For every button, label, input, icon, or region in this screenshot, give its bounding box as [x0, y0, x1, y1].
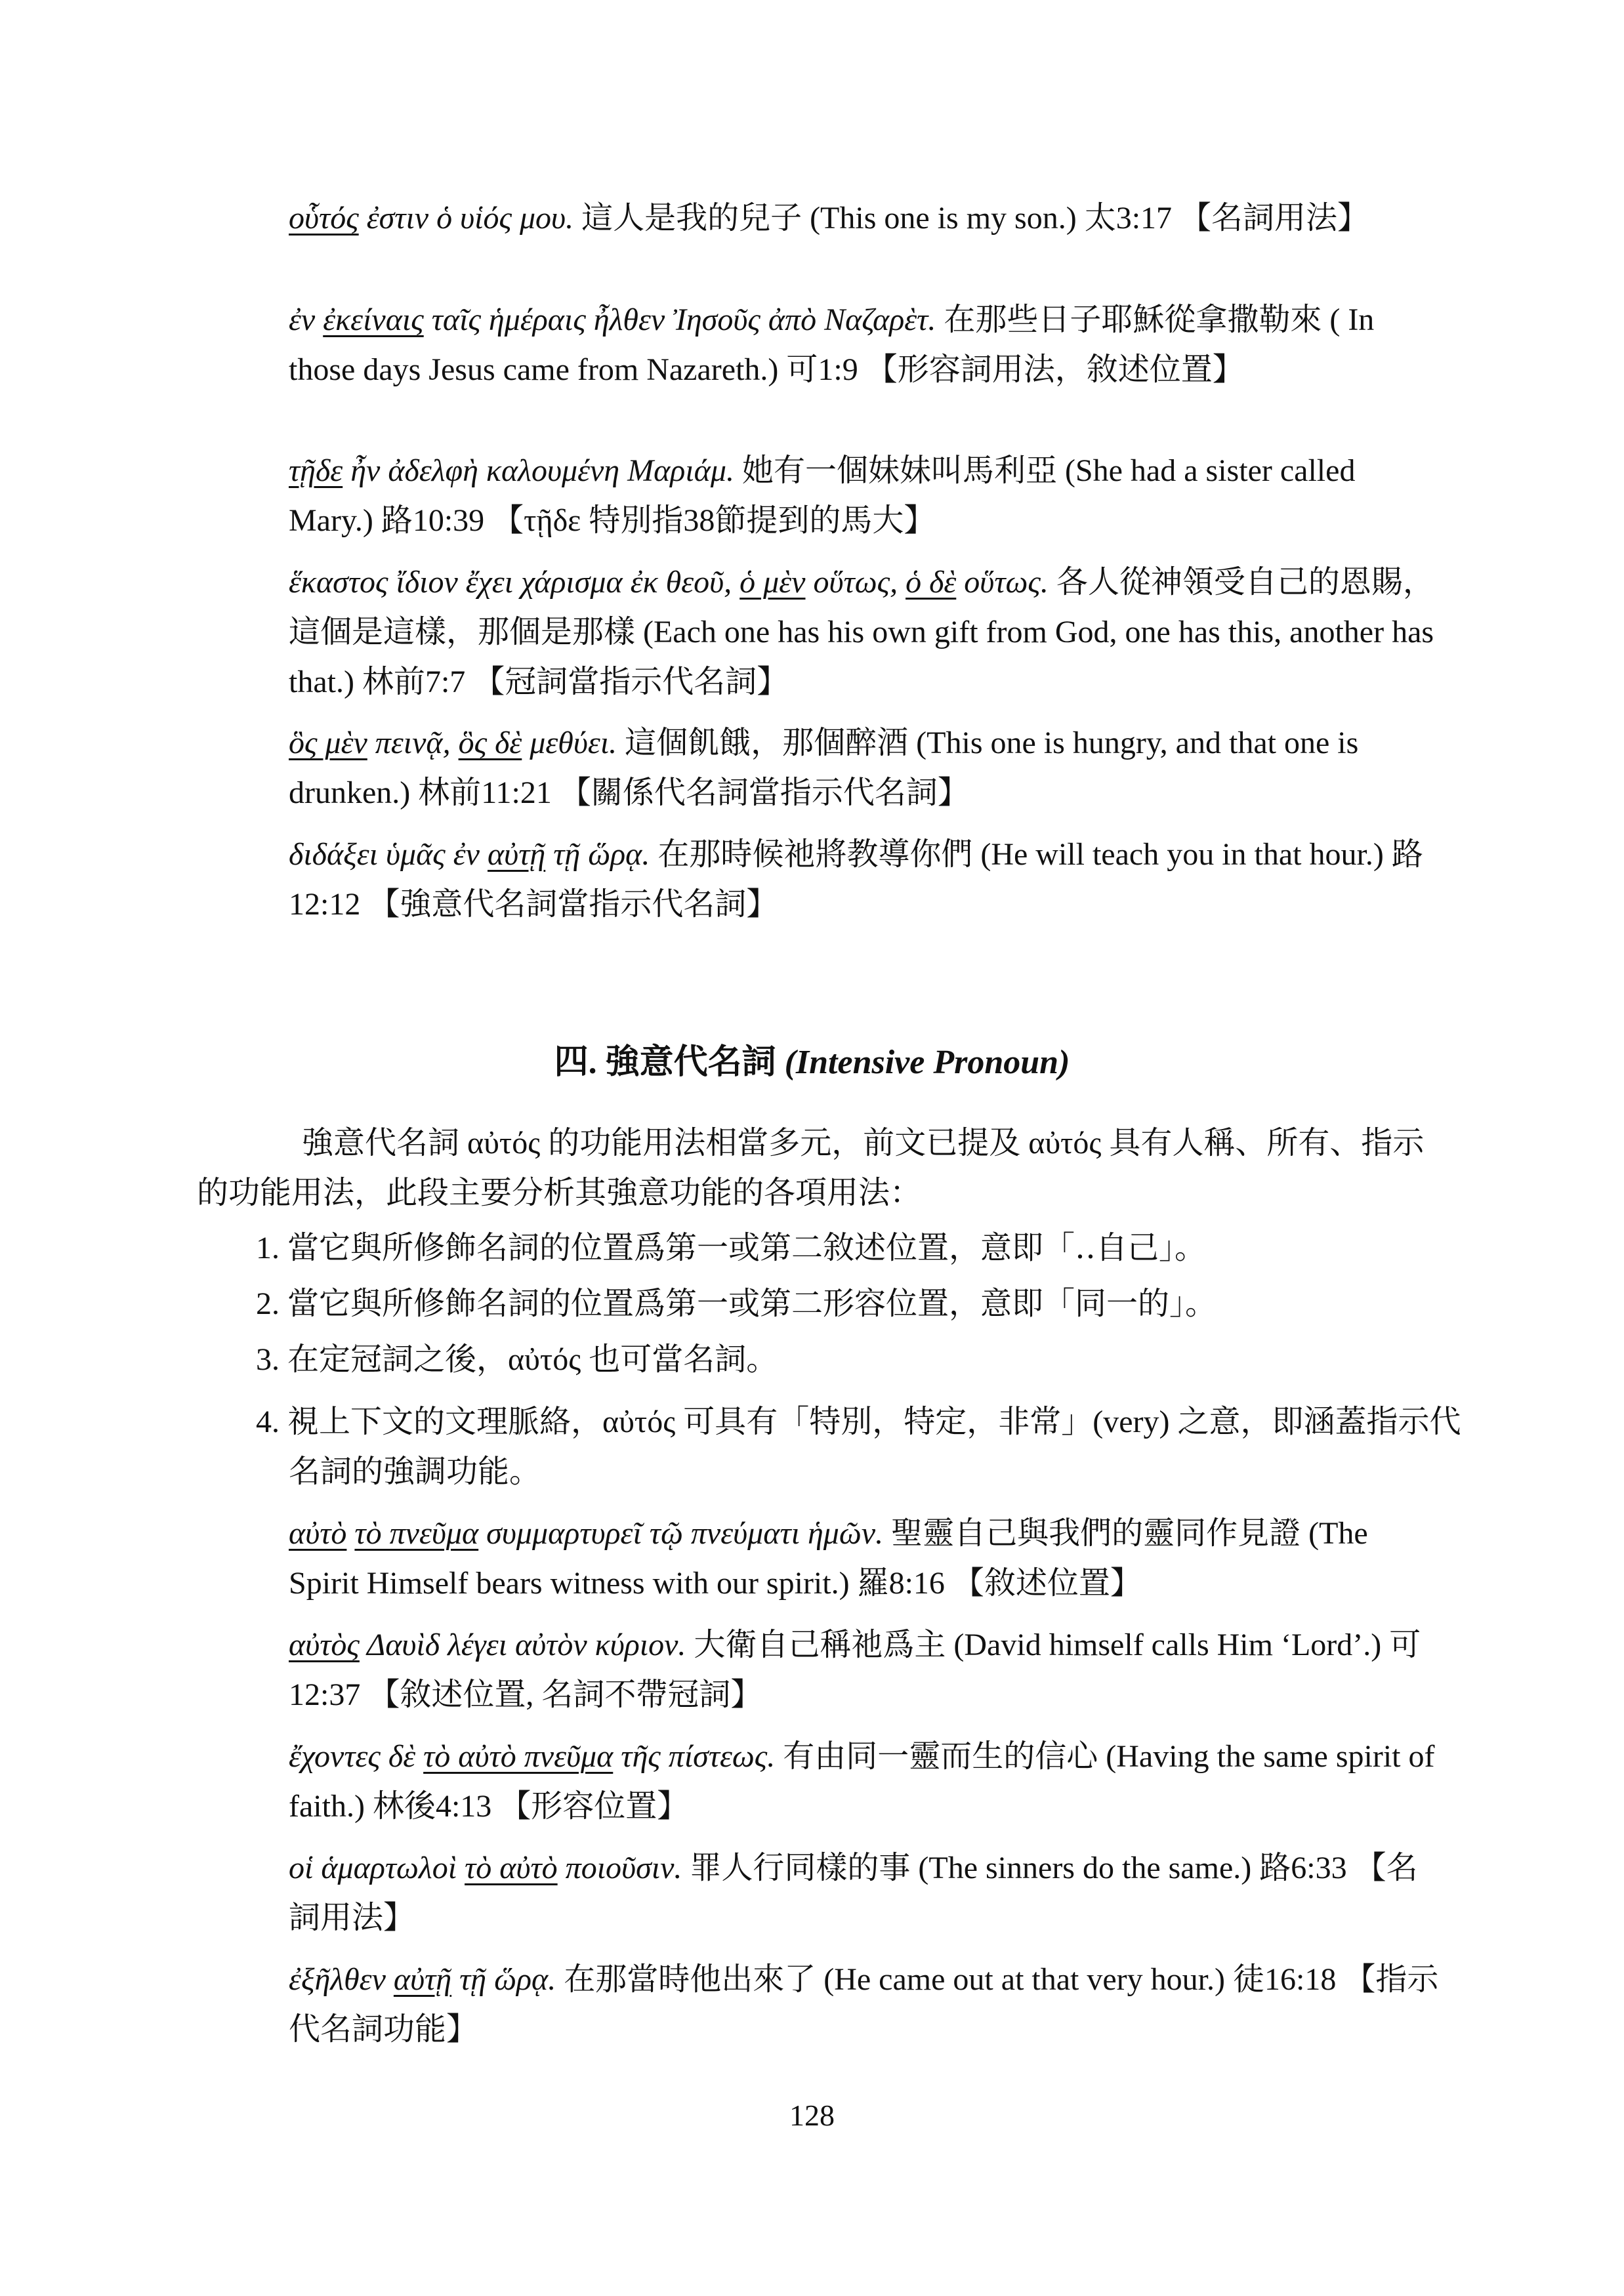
greek-text: οἱ ἁμαρτωλοὶ τὸ αὐτὸ ποιοῦσιν.	[289, 1851, 682, 1885]
intro-paragraph: 強意代名詞 αὐτός 的功能用法相當多元，前文已提及 αὐτός 具有人稱、所有、指示的功能用法，此段主要分析其強意功能的各項用法：	[197, 1126, 1425, 1210]
greek-text: τῇδε ἦν ἀδελφὴ καλουμένη Μαριάμ.	[289, 453, 734, 488]
translation-text: 她有一個妹妹叫馬利亞 (She had a sister called Mary.) 路10:39 【τῇδε 特別指38節提到的馬大】	[289, 453, 1356, 538]
translation-text: 罪人行同樣的事 (The sinners do the same.) 路6:33 【名詞用法】	[289, 1851, 1418, 1935]
translation-text: 在那當時他出來了 (He came out at that very hour.) 徒16:18 【指示代名詞功能】	[289, 1962, 1439, 2047]
list-item: 2. 當它與所修飾名詞的位置爲第一或第二形容位置，意即「同一的」。	[256, 1286, 1217, 1321]
section-heading	[0, 1036, 1624, 1089]
list-item: 4. 視上下文的文理脈絡，αὐτός 可具有「特別，特定，非常」(very) 之意，即涵蓋指示代名詞的強調功能。	[256, 1404, 1461, 1489]
greek-text: αὐτὸ τὸ πνεῦμα συμμαρτυρεῖ τῷ πνεύματι ἡμῶν.	[289, 1516, 884, 1551]
example-top-1	[289, 194, 1444, 243]
example-top-3	[289, 446, 1444, 546]
translation-text: 聖靈自己與我們的靈同作見證 (The Spirit Himself bears witness with our spirit.) 羅8:16 【敘述位置】	[289, 1516, 1368, 1601]
translation-text: 各人從神領受自己的恩賜，這個是這樣，那個是那樣 (Each one has his own gift from God, one has this, another has that.) 林前7:7 【冠詞當指示代名詞】	[289, 565, 1434, 699]
example-top-5	[289, 718, 1444, 818]
greek-text: διδάξει ὑμᾶς ἐν αὐτῇ τῇ ὥρᾳ.	[289, 837, 650, 872]
example-top-6	[289, 830, 1444, 930]
greek-text: ἔχοντες δὲ τὸ αὐτὸ πνεῦμα τῆς πίστεως.	[289, 1739, 776, 1774]
example-bottom-2	[289, 1620, 1444, 1720]
greek-text: ἐξῆλθεν αὐτῇ τῇ ὥρᾳ.	[289, 1962, 556, 1997]
example-top-4	[289, 558, 1444, 707]
section-heading-zh: 四. 強意代名詞	[554, 1044, 785, 1081]
list-item: 1. 當它與所修飾名詞的位置爲第一或第二敘述位置，意即「‥自己」。	[256, 1231, 1207, 1265]
translation-text: 有由同一靈而生的信心 (Having the same spirit of faith.) 林後4:13 【形容位置】	[289, 1739, 1435, 1824]
page-number: 128	[789, 2099, 835, 2132]
translation-text: 大衛自己稱祂爲主 (David himself calls Him ‘Lord’.) 可12:37 【敘述位置, 名詞不帶冠詞】	[289, 1628, 1421, 1712]
section-heading-en: (Intensive Pronoun)	[784, 1044, 1070, 1081]
greek-text: ἕκαστος ἴδιον ἔχει χάρισμα ἐκ θεοῦ, ὁ μὲν οὕτως, ὁ δὲ οὕτως.	[289, 565, 1049, 600]
list-item: 3. 在定冠詞之後，αὐτός 也可當名詞。	[256, 1342, 778, 1377]
greek-text: ὃς μὲν πεινᾷ, ὃς δὲ μεθύει.	[289, 726, 617, 760]
example-top-2	[289, 295, 1444, 395]
example-bottom-4	[289, 1843, 1444, 1943]
greek-text: ἐν ἐκείναις ταῖς ἡμέραις ἦλθεν Ἰησοῦς ἀπὸ Ναζαρὲτ.	[289, 302, 936, 337]
greek-text: αὐτὸς Δαυὶδ λέγει αὐτὸν κύριον.	[289, 1628, 686, 1662]
example-bottom-5	[289, 1955, 1444, 2055]
translation-text: 這人是我的兒子 (This one is my son.) 太3:17 【名詞用法】	[573, 201, 1369, 236]
translation-text: 在那時候祂將教導你們 (He will teach you in that hour.) 路12:12 【強意代名詞當指示代名詞】	[289, 837, 1423, 922]
example-bottom-1	[289, 1509, 1444, 1609]
greek-text: οὗτός ἐστιν ὁ υἱός μου.	[289, 201, 574, 236]
example-bottom-3	[289, 1732, 1444, 1832]
translation-text: 這個飢餓，那個醉酒 (This one is hungry, and that one is drunken.) 林前11:21 【關係代名詞當指示代名詞】	[289, 726, 1359, 810]
translation-text: 在那些日子耶穌從拿撒勒來 ( In those days Jesus came from Nazareth.) 可1:9 【形容詞用法，敘述位置】	[289, 302, 1375, 387]
